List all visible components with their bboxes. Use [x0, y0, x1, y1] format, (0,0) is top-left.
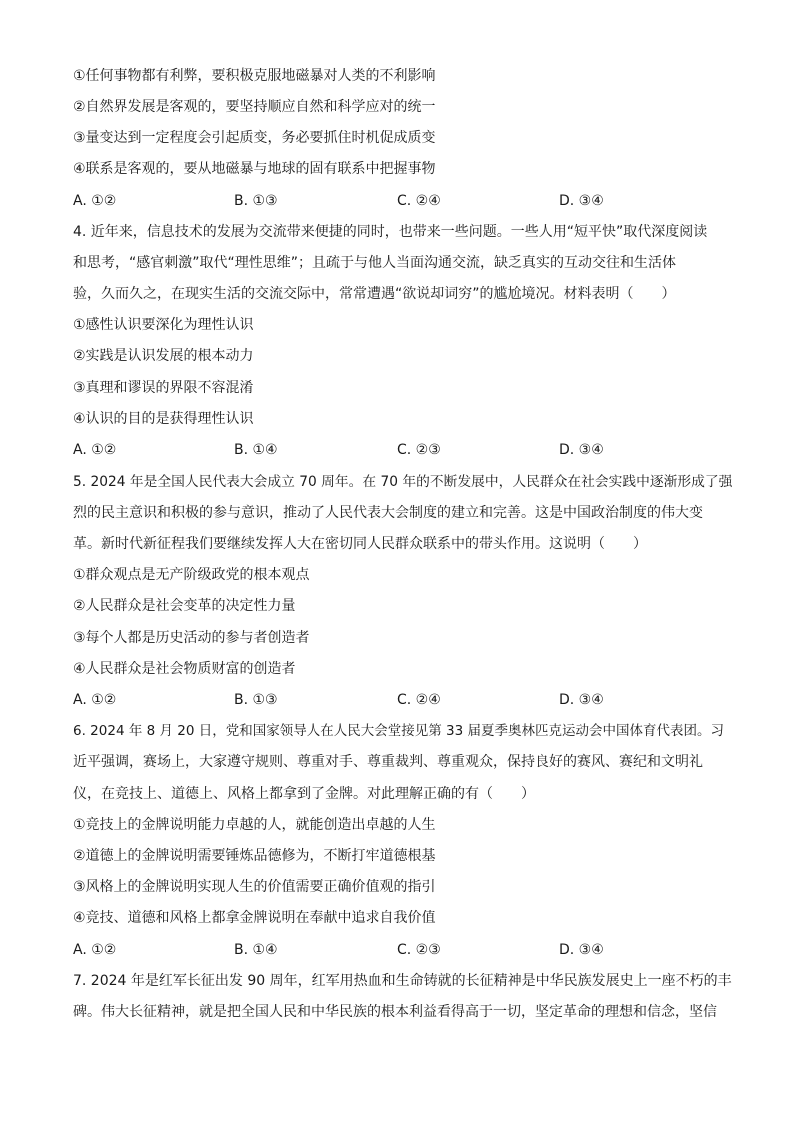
q3-option-c: C. ②④ [397, 193, 441, 209]
q5-item-2: ②人民群众是社会变革的决定性力量 [73, 598, 296, 614]
q3-item-3: ③量变达到一定程度会引起质变，务必要抓住时机促成质变 [73, 130, 436, 146]
q6-item-2: ②道德上的金牌说明需要锤炼品德修为，不断打牢道德根基 [73, 848, 436, 864]
q6-stem-line-2: 近平强调，赛场上，大家遵守规则、尊重对手、尊重裁判、尊重观众，保持良好的赛风、赛纪和文明礼 [73, 754, 703, 770]
q4-item-3: ③真理和谬误的界限不容混淆 [73, 380, 254, 396]
q5-option-b: B. ①③ [234, 692, 278, 708]
q4-option-c: C. ②③ [397, 442, 441, 458]
q4-stem-line-3: 验，久而久之，在现实生活的交流交际中，常常遭遇“欲说却词穷”的尴尬境况。材料表明（ ） [73, 286, 676, 302]
q4-item-2: ②实践是认识发展的根本动力 [73, 348, 254, 364]
q6-item-1: ①竞技上的金牌说明能力卓越的人，就能创造出卓越的人生 [73, 817, 436, 833]
q3-item-4: ④联系是客观的，要从地磁暴与地球的固有联系中把握事物 [73, 161, 436, 177]
q5-item-4: ④人民群众是社会物质财富的创造者 [73, 661, 296, 677]
q7-stem-line-2: 碑。伟大长征精神，就是把全国人民和中华民族的根本利益看得高于一切，坚定革命的理想和信念，坚信 [73, 1004, 717, 1020]
q5-option-c: C. ②④ [397, 692, 441, 708]
q5-stem-line-3: 革。新时代新征程我们要继续发挥人大在密切同人民群众联系中的带头作用。这说明（ ） [73, 536, 647, 552]
q4-stem-line-2: 和思考，“感官刺激”取代“理性思维”；且疏于与他人当面沟通交流，缺乏真实的互动交往和生活体 [73, 255, 677, 271]
q6-stem-line-1: 6. 2024 年 8 月 20 日，党和国家领导人在人民大会堂接见第 33 届夏季奥林匹克运动会中国体育代表团。习 [73, 723, 725, 739]
q5-option-d: D. ③④ [559, 692, 604, 708]
q3-item-1: ①任何事物都有利弊，要积极克服地磁暴对人类的不利影响 [73, 68, 436, 84]
q4-option-a: A. ①② [73, 442, 117, 458]
q4-option-b: B. ①④ [234, 442, 278, 458]
q4-stem-line-1: 4. 近年来，信息技术的发展为交流带来便捷的同时，也带来一些问题。一些人用“短平快”取代深度阅读 [73, 224, 708, 240]
q3-option-b: B. ①③ [234, 193, 278, 209]
q6-option-d: D. ③④ [559, 942, 604, 958]
q5-options [73, 690, 733, 710]
q3-option-a: A. ①② [73, 193, 117, 209]
q6-stem-line-3: 仪，在竞技上、道德上、风格上都拿到了金牌。对此理解正确的有（ ） [73, 786, 535, 802]
q5-item-1: ①群众观点是无产阶级政党的根本观点 [73, 567, 310, 583]
q4-item-4: ④认识的目的是获得理性认识 [73, 411, 254, 427]
q5-option-a: A. ①② [73, 692, 117, 708]
q5-item-3: ③每个人都是历史活动的参与者创造者 [73, 630, 310, 646]
q4-option-d: D. ③④ [559, 442, 604, 458]
q5-stem-line-1: 5. 2024 年是全国人民代表大会成立 70 周年。在 70 年的不断发展中，人民群众在社会实践中逐渐形成了强 [73, 474, 733, 490]
q6-option-b: B. ①④ [234, 942, 278, 958]
q4-item-1: ①感性认识要深化为理性认识 [73, 317, 254, 333]
q6-option-a: A. ①② [73, 942, 117, 958]
q3-option-d: D. ③④ [559, 193, 604, 209]
q3-item-2: ②自然界发展是客观的，要坚持顺应自然和科学应对的统一 [73, 99, 436, 115]
q4-options [73, 440, 733, 460]
q6-item-4: ④竞技、道德和风格上都拿金牌说明在奉献中追求自我价值 [73, 910, 436, 926]
q6-item-3: ③风格上的金牌说明实现人生的价值需要正确价值观的指引 [73, 879, 436, 895]
q6-option-c: C. ②③ [397, 942, 441, 958]
q3-options [73, 191, 733, 211]
q7-stem-line-1: 7. 2024 年是红军长征出发 90 周年，红军用热血和生命铸就的长征精神是中华民族发展史上一座不朽的丰 [73, 973, 732, 989]
q5-stem-line-2: 烈的民主意识和积极的参与意识，推动了人民代表大会制度的建立和完善。这是中国政治制度的伟大变 [73, 505, 703, 521]
q6-options [73, 940, 733, 960]
